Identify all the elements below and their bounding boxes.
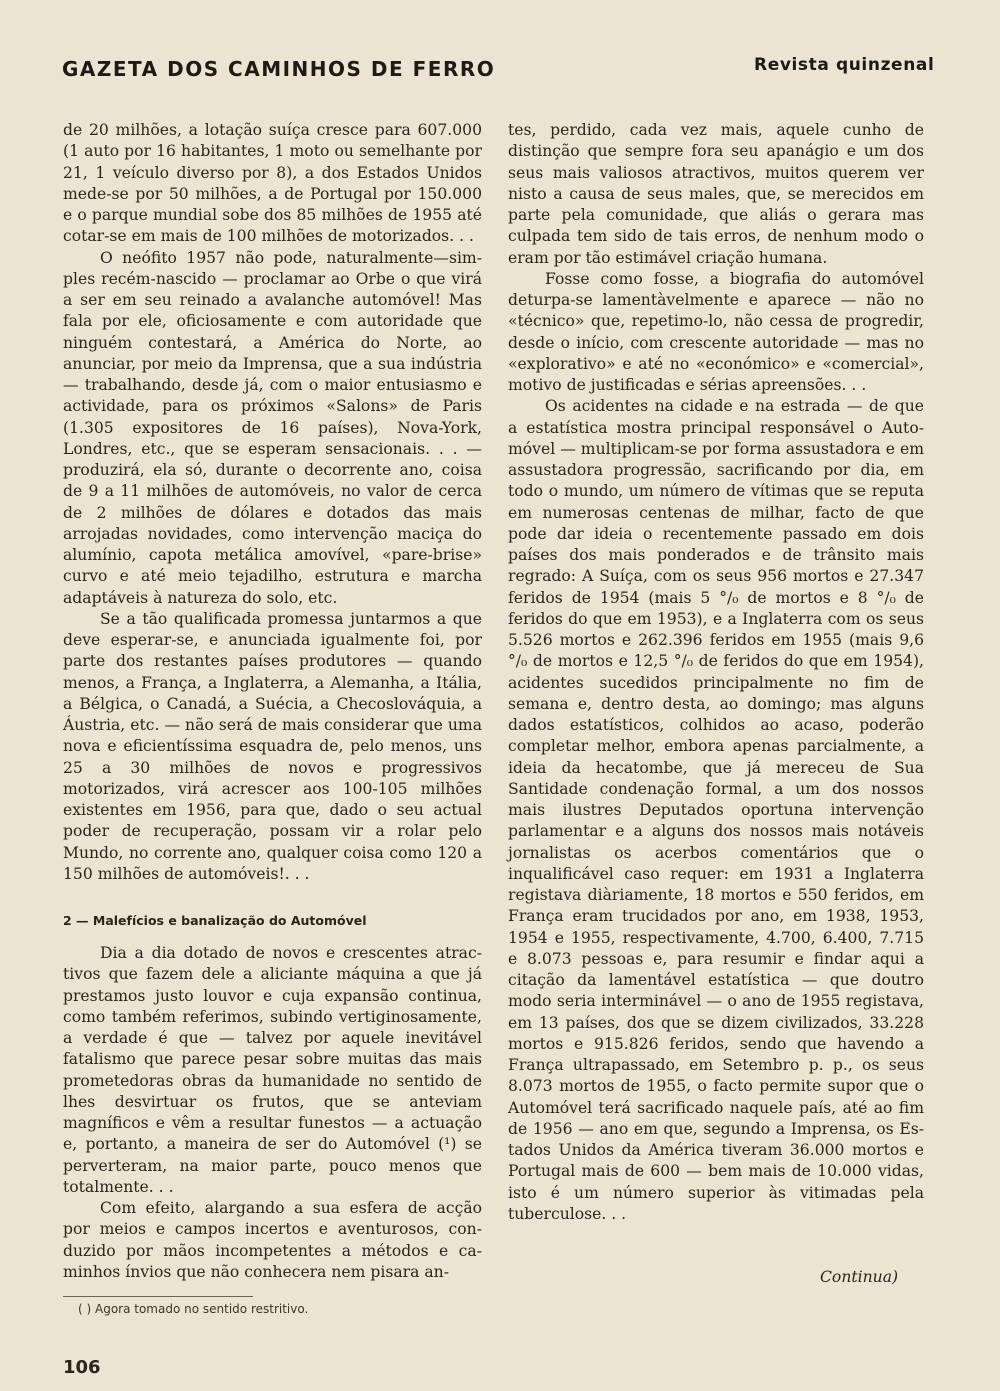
journal-title: GAZETA DOS CAMINHOS DE FERRO	[62, 57, 496, 81]
footnote-divider	[63, 1296, 253, 1297]
right-column	[508, 120, 924, 1225]
left-column	[63, 120, 482, 1283]
right-paragraph-3: Os acidentes na cidade e na estrada — de que a estatística mostra principal responsável o Automóvel — multiplicam-se por forma assustadora e em assustadora progressão, sacrificando por dia, em todo o mundo, um número de vítimas que se reputa em numerosas centenas de milhar, facto de que pode dar ideia o recentemente passado em dois países dos mais ponderados e de trânsito mais regrado: A Suíça, com os seus 956 mortos e 27.347 feridos de 1954 (mais 5 °/₀ de mortos e 8 °/₀ de feridos do que em 1953), e a Inglaterra com os seus 5.526 mortos e 262.396 feridos em 1955 (mais 9,6 °/₀ de mortos e 12,5 °/₀ de feridos do que em 1954), acidentes sucedidos principalmente no fim de semana e, dentro desta, ao domingo; mas alguns dados estatísticos, colhidos ao acaso, poderão completar melhor, embora apenas parcialmente, a ideia da hecatombe, que já mereceu de Sua Santidade condenação formal, a um dos nossos mais ilustres Deputados oportuna intervenção parlamentar e a alguns dos nossos mais notáveis jornalistas os acerbos comentários que o inqualificável caso requer: em 1931 a Inglaterra registava diàriamente, 18 mortos e 550 feridos, em França eram trucidados por ano, em 1938, 1953, 1954 e 1955, respectivamente, 4.700, 6.400, 7.715 e 8.073 pessoas e, para resumir e findar aqui a citação da lamentável estatística — que doutro modo seria interminável — o ano de 1955 registava, em 13 países, dos que se dizem civilizados, 33.228 mortos e 915.826 feridos, sendo que havendo a França ultrapassado, em Setembro p. p., os seus 8.073 mortos de 1955, o facto permite supor que o Automóvel terá sacrificado naquele país, até ao fim de 1956 — ano em que, segundo a Imprensa, os Estados Unidos da América tiveram 36.000 mortos e Portugal mais de 600 — bem mais de 10.000 vidas, isto é um número superior às vitimadas pela tuberculose. . .	[508, 397, 924, 1223]
footnote: ( ) Agora tomado no sentido restritivo.	[78, 1302, 309, 1316]
page-number: 106	[63, 1357, 101, 1378]
right-paragraph-1: tes, perdido, cada vez mais, aquele cunho de distinção que sempre fora seu apanágio e um dos seus mais valiosos atractivos, muitos querem ver nisto a causa de seus males, que, se merecidos em parte pela comunidade, que aliás o gerara mas culpada tem sido de tais erros, de nenhum modo o eram por tão estimável criação humana.	[508, 121, 924, 267]
left-paragraph-4: Dia a dia dotado de novos e crescentes atractivos que fazem dele a aliciante máquina a que já prestamos justo louvor e cuja expansão continua, como também referimos, subindo vertiginosamente, a verdade é que — talvez por aquele inevitável fatalismo que parece pesar sobre muitas das mais prometedoras obras da humanidade no sentido de lhes desvirtuar os frutos, que se anteviam magníficos e vêm a resultar funestos — a actuação e, portanto, a maneira de ser do Automóvel (¹) se perverteram, na maior parte, pouco menos que totalmente. . .	[63, 944, 482, 1196]
section-heading: 2 — Malefícios e banalização do Automóvel	[63, 913, 367, 928]
left-paragraph-5: Com efeito, alargando a sua esfera de acção por meios e campos incertos e aventurosos, conduzido por mãos incompetentes a métodos e caminhos ínvios que não conhecera nem pisara an-	[63, 1199, 482, 1281]
left-paragraph-2: O neófito 1957 não pode, naturalmente—simples recém-nascido — proclamar ao Orbe o que virá a ser em seu reinado a avalanche automóvel! Mas fala por ele, oficiosamente e com autoridade que ninguém contestará, a América do Norte, ao anunciar, por meio da Imprensa, que a sua indústria — trabalhando, desde já, com o maior entusiasmo e actividade, para os próximos «Salons» de Paris (1.305 expositores de 16 países), Nova-York, Londres, etc., que se esperam sensacionais. . . — produzirá, ela só, durante o decorrente ano, coisa de 9 a 11 milhões de automóveis, no valor de cerca de 2 milhões de dólares e dotados das mais arrojadas novidades, como intervenção maciça do alumínio, capota metálica amovível, «pare-brise» curvo e até meio tejadilho, estrutura e marcha adaptáveis à natureza do solo, etc.	[63, 248, 482, 607]
journal-subtitle: Revista quinzenal	[754, 55, 935, 75]
left-paragraph-3: Se a tão qualificada promessa juntarmos a que deve esperar-se, e anunciada igualmente foi, por parte dos restantes países produtores — quando menos, a França, a Inglaterra, a Alemanha, a Itália, a Bélgica, o Canadá, a Suécia, a Checoslováquia, a Áustria, etc. — não será de mais considerar que uma nova e eficientíssima esquadra de, pelo menos, uns 25 a 30 milhões de novos e progressivos motorizados, virá acrescer aos 100-105 milhões existentes em 1956, para que, dado o seu actual poder de recuperação, possam vir a rolar pelo Mundo, no corrente ano, qualquer coisa como 120 a 150 milhões de automóveis!. . .	[63, 609, 482, 883]
right-paragraph-2: Fosse como fosse, a biografia do automóvel deturpa-se lamentàvelmente e aparece — não no «técnico» que, repetimo-lo, não cessa de progredir, desde o início, com crescente autoridade — mas no «explorativo» e até no «económico» e «comercial», motivo de justificadas e sérias apreensões. . .	[508, 269, 924, 394]
continuation-note: Continua)	[820, 1268, 899, 1286]
left-paragraph-1: de 20 milhões, a lotação suíça cresce para 607.000 (1 auto por 16 habitantes, 1 moto ou semelhante por 21, 1 veículo diverso por 8), a dos Estados Unidos mede-se por 50 milhões, a de Portugal por 150.000 e o parque mundial sobe dos 85 milhões de 1955 até cotar-se em mais de 100 milhões de motorizados. . .	[63, 121, 482, 246]
